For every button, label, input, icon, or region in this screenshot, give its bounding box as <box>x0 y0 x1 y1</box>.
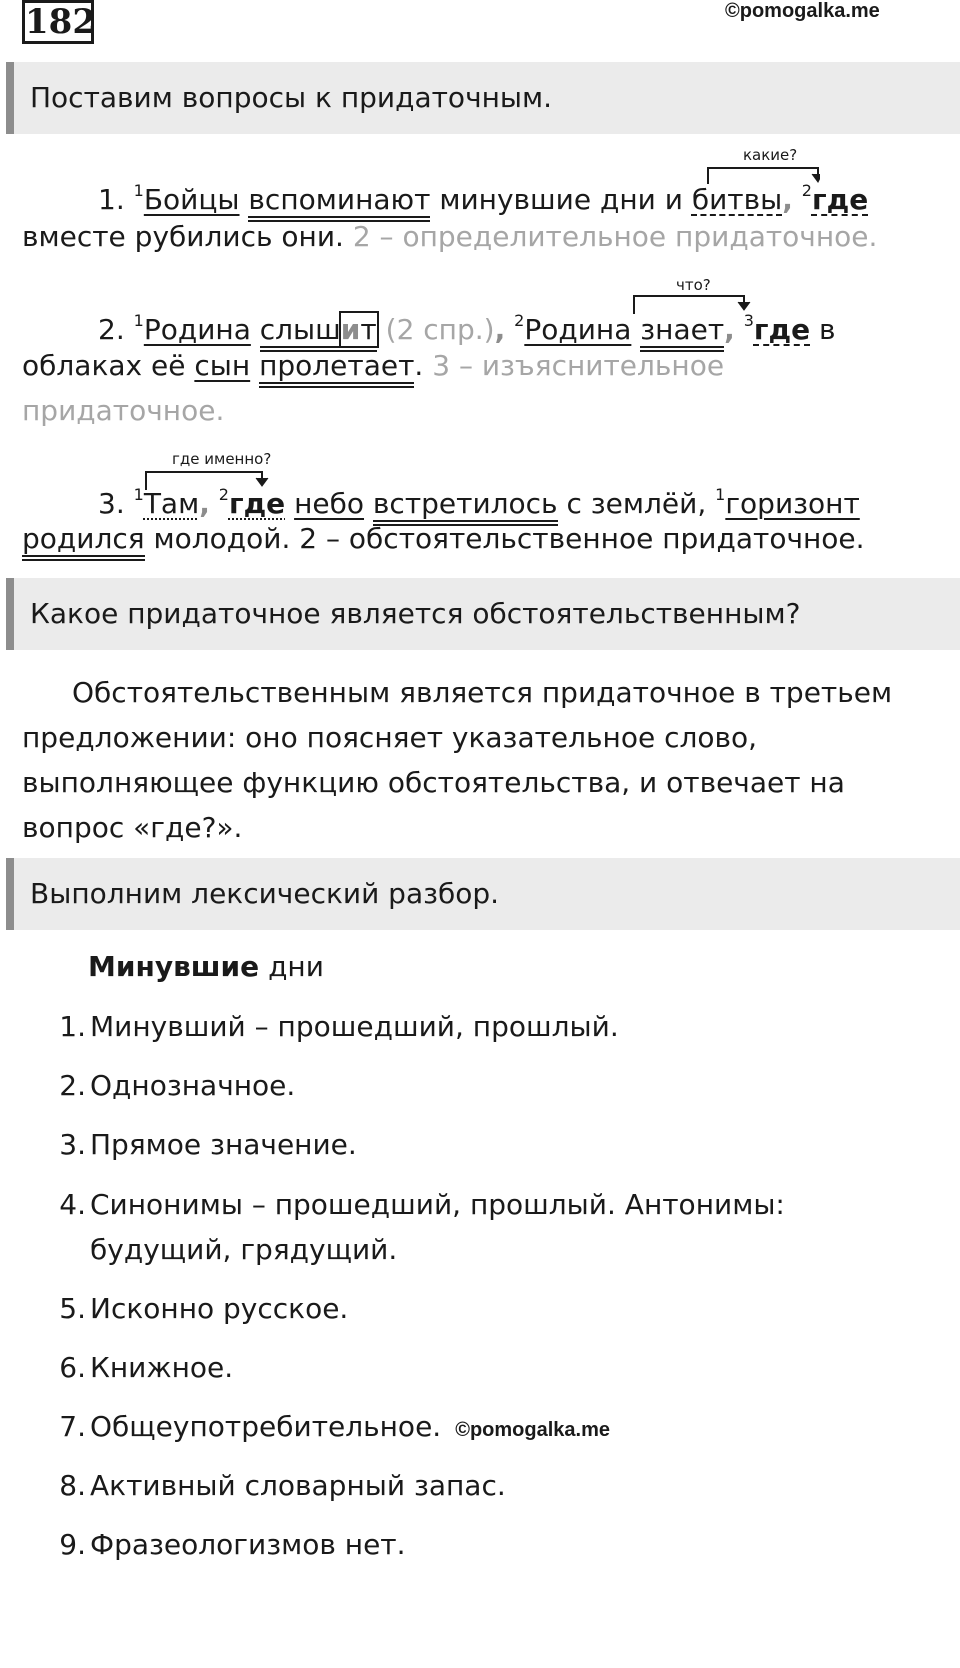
plain-text: с землёй, <box>566 487 707 520</box>
subject-word: Бойцы <box>143 183 240 216</box>
predicate-word: пролетает <box>259 349 414 388</box>
conjunctive-word: где <box>753 313 811 346</box>
sentence-3-line2 <box>22 516 922 561</box>
plain-text: облаках её <box>22 349 186 382</box>
clause-index: 2 <box>801 181 812 200</box>
clause-index: 2 <box>514 311 525 330</box>
analyzed-phrase <box>88 944 960 989</box>
plain-text: в <box>819 313 836 346</box>
clause-index: 1 <box>715 485 726 504</box>
watermark: ©pomogalka.me <box>455 1419 610 1441</box>
question-label: где именно? <box>172 450 272 468</box>
predicate-word: знает <box>640 313 724 352</box>
comma-mark: , <box>494 313 506 346</box>
list-item: 7. Общеупотребительное. ©pomogalka.me <box>59 1410 610 1443</box>
subject-word: Родина <box>524 313 632 346</box>
subject-word: Родина <box>143 313 251 346</box>
clause-index: 2 <box>218 485 229 504</box>
list-item-continuation: будущий, грядущий. <box>90 1233 398 1266</box>
predicate-word: встретилось <box>373 487 558 526</box>
conjunctive-word: где <box>228 487 286 520</box>
section-title-lexical: Выполним лексический разбор. <box>6 858 960 930</box>
clause-index: 3 <box>743 311 754 330</box>
predicate-word: родился <box>22 522 145 561</box>
predicate-word: вспоминают <box>248 183 430 222</box>
answer-line: вопрос «где?». <box>22 811 243 844</box>
conjugation-note: (2 спр.) <box>385 313 495 346</box>
list-item: 4. Синонимы – прошедший, прошлый. Антонимы: <box>59 1188 785 1221</box>
adverbial-word: Там <box>143 487 200 520</box>
clause-note: 2 – определительное придаточное. <box>352 220 878 253</box>
list-item: 1. Минувший – прошедший, прошлый. <box>59 1010 619 1043</box>
subject-word: небо <box>294 487 365 520</box>
comma-mark: , <box>199 487 210 520</box>
section-title-question: Какое придаточное является обстоятельственным? <box>6 578 960 650</box>
analyzed-word: Минувшие <box>88 950 260 983</box>
plain-text: минувшие дни и <box>439 183 683 216</box>
clause-index: 1 <box>133 181 144 200</box>
phrase-rest: дни <box>268 950 324 983</box>
plain-text: вместе рубились они. <box>22 220 344 253</box>
sentence-2-line2 <box>22 343 922 433</box>
sentence-number: 2. <box>98 313 125 346</box>
list-item: 2. Однозначное. <box>59 1069 296 1102</box>
subject-word: горизонт <box>725 487 860 520</box>
sentence-1-line2 <box>22 214 922 259</box>
answer-line: предложении: оно поясняет указательное слово, <box>22 721 758 754</box>
subject-word: сын <box>194 349 251 382</box>
sentence-number: 3. <box>98 487 125 520</box>
question-label: какие? <box>743 146 798 164</box>
list-item: 5. Исконно русское. <box>59 1292 349 1325</box>
list-item: 3. Прямое значение. <box>59 1128 357 1161</box>
answer-line: выполняющее функцию обстоятельства, и отвечает на <box>22 766 845 799</box>
section-title-questions: Поставим вопросы к придаточным. <box>6 62 960 134</box>
clause-index: 1 <box>133 485 144 504</box>
conjunctive-word: где <box>811 183 869 216</box>
verb-ending-box: ит <box>340 313 377 346</box>
list-item: 6. Книжное. <box>59 1351 234 1384</box>
list-item: 8. Активный словарный запас. <box>59 1469 506 1502</box>
clause-index: 1 <box>133 311 144 330</box>
comma-mark: , <box>724 313 735 346</box>
predicate-word: слышит <box>260 313 377 352</box>
answer-line: Обстоятельственным является придаточное в третьем <box>72 676 893 709</box>
question-label: что? <box>676 276 711 294</box>
sentence-number: 1. <box>98 183 125 216</box>
period: . <box>414 349 424 382</box>
exercise-number: 182 <box>22 0 94 44</box>
watermark: ©pomogalka.me <box>725 0 880 22</box>
clause-note: 3 – изъяснительное придаточное. <box>22 349 725 427</box>
attribute-word: битвы <box>691 183 783 216</box>
list-item: 9. Фразеологизмов нет. <box>59 1528 406 1561</box>
plain-text: молодой. 2 – обстоятельственное придаточное. <box>153 522 865 555</box>
comma-mark: , <box>782 183 793 216</box>
